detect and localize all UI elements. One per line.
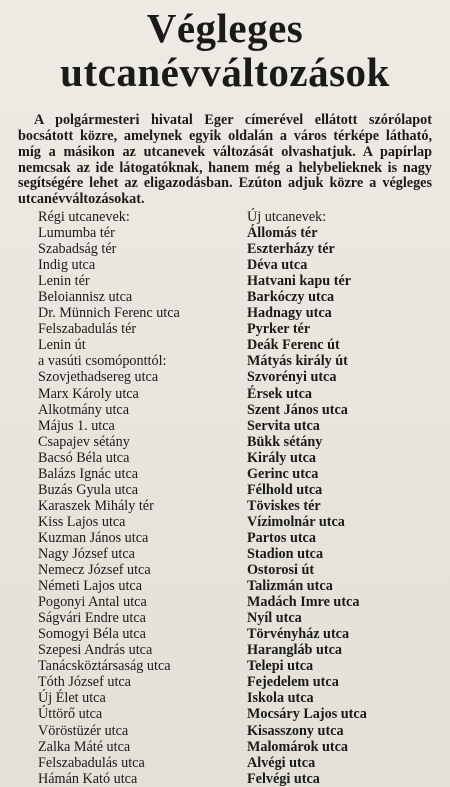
- new-street-name: Harangláb utca: [247, 642, 342, 659]
- new-street-name: Felvégi utca: [247, 770, 320, 787]
- new-street-name: Mocsáry Lajos utca: [247, 706, 367, 723]
- old-street-name: Tanácsköztársaság utca: [38, 658, 171, 675]
- new-names-header: Új utcanevek:: [247, 209, 327, 225]
- headline-line-1: Végleges: [146, 5, 304, 51]
- old-street-name: Csapajev sétány: [38, 433, 130, 450]
- old-street-name: Május 1. utca: [38, 417, 115, 434]
- old-street-name: Úttörő utca: [38, 706, 103, 723]
- old-street-name: Nagy József utca: [38, 545, 135, 562]
- new-street-name: Telepi utca: [247, 658, 314, 675]
- new-street-name: Partos utca: [247, 529, 316, 546]
- old-street-name: Felszabadulás tér: [38, 321, 137, 338]
- old-names-header: Régi utcanevek:: [38, 209, 130, 225]
- new-street-name: Iskola utca: [247, 690, 314, 707]
- old-street-name: Vöröstüzér utca: [38, 722, 129, 739]
- old-street-name: Balázs Ignác utca: [38, 465, 139, 482]
- new-street-name: Hadnagy utca: [247, 305, 332, 322]
- old-street-name: Somogyi Béla utca: [38, 626, 146, 643]
- old-street-name: Pogonyi Antal utca: [38, 594, 147, 611]
- new-street-name: Törvényház utca: [247, 626, 350, 643]
- old-street-name: Marx Károly utca: [38, 385, 139, 402]
- new-street-name: Bükk sétány: [247, 433, 323, 450]
- new-street-name: Talizmán utca: [247, 578, 333, 595]
- new-street-name: Mátyás király út: [247, 353, 348, 370]
- old-street-name: Németi Lajos utca: [38, 578, 143, 595]
- new-street-name: Szent János utca: [247, 401, 348, 418]
- new-street-name: Állomás tér: [247, 225, 318, 242]
- old-street-name: Beloiannisz utca: [38, 289, 133, 306]
- new-street-name: Félhold utca: [247, 481, 323, 498]
- new-street-name: Pyrker tér: [247, 321, 311, 338]
- old-street-name: Új Élet utca: [38, 690, 106, 707]
- old-street-names-column: [38, 209, 180, 787]
- intro-paragraph: A polgármesteri hivatal Eger címerével ellátott szórólapot bocsátott közre, amelynek egyik oldalán a város térképe látható, míg a másikon az utcanevek változását olvashatjuk. A papírlap nemcsak az ide látogatóknak, hanem még a helybelieknek is nagy segítségére lehet az eligazodásban. Ezúton adjuk közre a végleges utcanévváltozásokat.: [18, 112, 432, 208]
- old-street-name: Nemecz József utca: [38, 562, 151, 579]
- new-street-name: Érsek utca: [247, 385, 313, 402]
- old-street-name: Lenin út: [38, 337, 86, 354]
- new-street-name: Szvorényi utca: [247, 369, 337, 386]
- headline: [0, 6, 450, 94]
- old-street-name: Ságvári Endre utca: [38, 610, 146, 627]
- new-street-name: Deák Ferenc út: [247, 337, 340, 354]
- new-street-name: Barkóczy utca: [247, 289, 335, 306]
- new-street-name: Eszterházy tér: [247, 241, 335, 258]
- old-street-name: Dr. Münnich Ferenc utca: [38, 305, 180, 322]
- new-street-name: Vízimolnár utca: [247, 513, 345, 530]
- old-street-name: Kuzman János utca: [38, 529, 149, 546]
- new-street-name: Stadion utca: [247, 545, 324, 562]
- new-street-name: Király utca: [247, 449, 316, 466]
- new-street-name: Déva utca: [247, 257, 308, 274]
- old-street-name: Lenin tér: [38, 273, 90, 290]
- old-street-name: Alkotmány utca: [38, 401, 130, 418]
- new-street-name: Fejedelem utca: [247, 674, 339, 691]
- new-street-names-column: [247, 209, 367, 787]
- old-street-name: Karaszek Mihály tér: [38, 497, 154, 514]
- old-street-name: Szepesi András utca: [38, 642, 153, 659]
- old-street-name: Buzás Gyula utca: [38, 481, 139, 498]
- old-street-name: Indig utca: [38, 257, 96, 274]
- new-street-name: Alvégi utca: [247, 754, 316, 771]
- headline-line-2: utcanévváltozások: [60, 49, 390, 95]
- old-street-name: Felszabadulás utca: [38, 754, 145, 771]
- new-street-name: Servita utca: [247, 417, 320, 434]
- old-street-name: Hámán Kató utca: [38, 770, 138, 787]
- new-street-name: Nyíl utca: [247, 610, 302, 627]
- old-street-name: Szabadság tér: [38, 241, 117, 258]
- new-street-name: Madách Imre utca: [247, 594, 360, 611]
- old-street-name: Lumumba tér: [38, 225, 115, 242]
- new-street-name: Hatvani kapu tér: [247, 273, 352, 290]
- new-street-name: Kisasszony utca: [247, 722, 344, 739]
- old-street-name: Zalka Máté utca: [38, 738, 131, 755]
- new-street-name: Malomárok utca: [247, 738, 349, 755]
- old-street-name: Kiss Lajos utca: [38, 513, 126, 530]
- new-street-name: Töviskes tér: [247, 497, 321, 514]
- old-street-name: a vasúti csomóponttól:: [38, 353, 167, 370]
- old-street-name: Bacsó Béla utca: [38, 449, 130, 466]
- new-street-name: Ostorosi út: [247, 562, 315, 579]
- new-street-name: Gerinc utca: [247, 465, 319, 482]
- old-street-name: Szovjethadsereg utca: [38, 369, 159, 386]
- old-street-name: Tóth József utca: [38, 674, 131, 691]
